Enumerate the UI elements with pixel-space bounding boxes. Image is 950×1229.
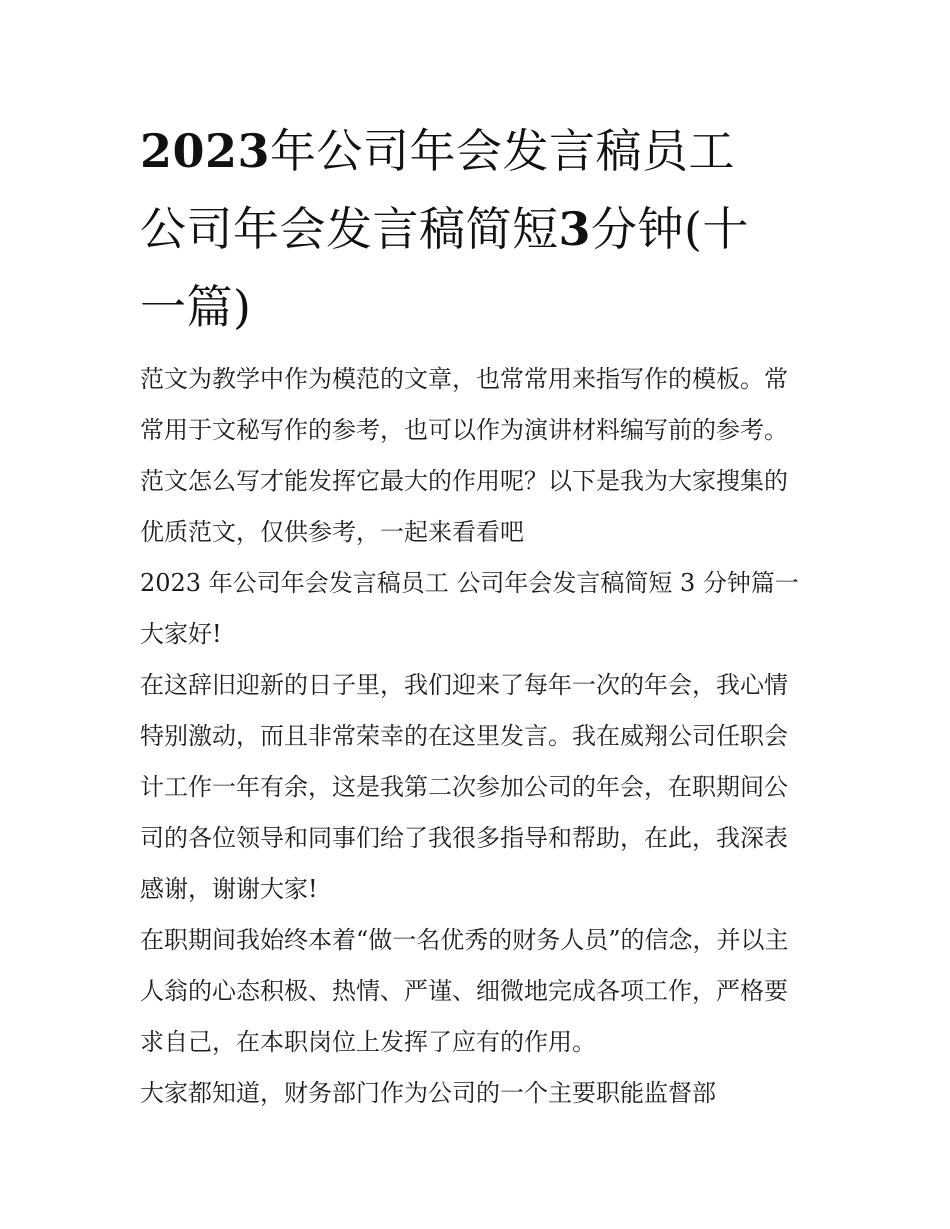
title-text: 公司年会发言稿简短	[140, 202, 559, 256]
body-line: 范文怎么写才能发挥它最大的作用呢？以下是我为大家搜集的	[140, 467, 788, 495]
body-line: 大家都知道，财务部门作为公司的一个主要职能监督部	[140, 1079, 716, 1107]
body-line: 计工作一年有余，这是我第二次参加公司的年会，在职期间公	[140, 773, 788, 801]
body-line: 特别激动，而且非常荣幸的在这里发言。我在威翔公司任职会	[140, 722, 788, 750]
body-line: 范文为教学中作为模范的文章，也常常用来指写作的模板。常	[140, 365, 788, 393]
body-line: 在职期间我始终本着“做一名优秀的财务人员”的信念，并以主	[140, 926, 789, 954]
title-line-1	[140, 112, 820, 190]
body-line: 感谢，谢谢大家!	[140, 875, 318, 903]
title-year: 2023	[140, 124, 271, 178]
body-line: 在这辞旧迎新的日子里，我们迎来了每年一次的年会，我心情	[140, 671, 788, 699]
title-text: 分钟(十	[591, 202, 749, 256]
body-line: 司的各位领导和同事们给了我很多指导和帮助，在此，我深表	[140, 824, 788, 852]
title-line-2	[140, 190, 820, 268]
body-line: 大家好!	[140, 620, 222, 648]
body-line: 人翁的心态积极、热情、严谨、细微地完成各项工作，严格要	[140, 977, 788, 1005]
body-line: 常用于文秘写作的参考，也可以作为演讲材料编写前的参考。	[140, 416, 788, 444]
title-text: 年公司年会发言稿员工	[270, 124, 736, 178]
body-line: 求自己，在本职岗位上发挥了应有的作用。	[140, 1028, 596, 1056]
body-line: 优质范文，仅供参考，一起来看看吧	[140, 518, 524, 546]
title-text: 一篇)	[140, 280, 252, 334]
document-title	[140, 112, 820, 346]
document-body	[140, 354, 820, 1119]
title-line-3	[140, 268, 820, 346]
section-heading: 2023 年公司年会发言稿员工 公司年会发言稿简短 3 分钟篇一	[140, 569, 799, 597]
title-number: 3	[558, 202, 592, 256]
